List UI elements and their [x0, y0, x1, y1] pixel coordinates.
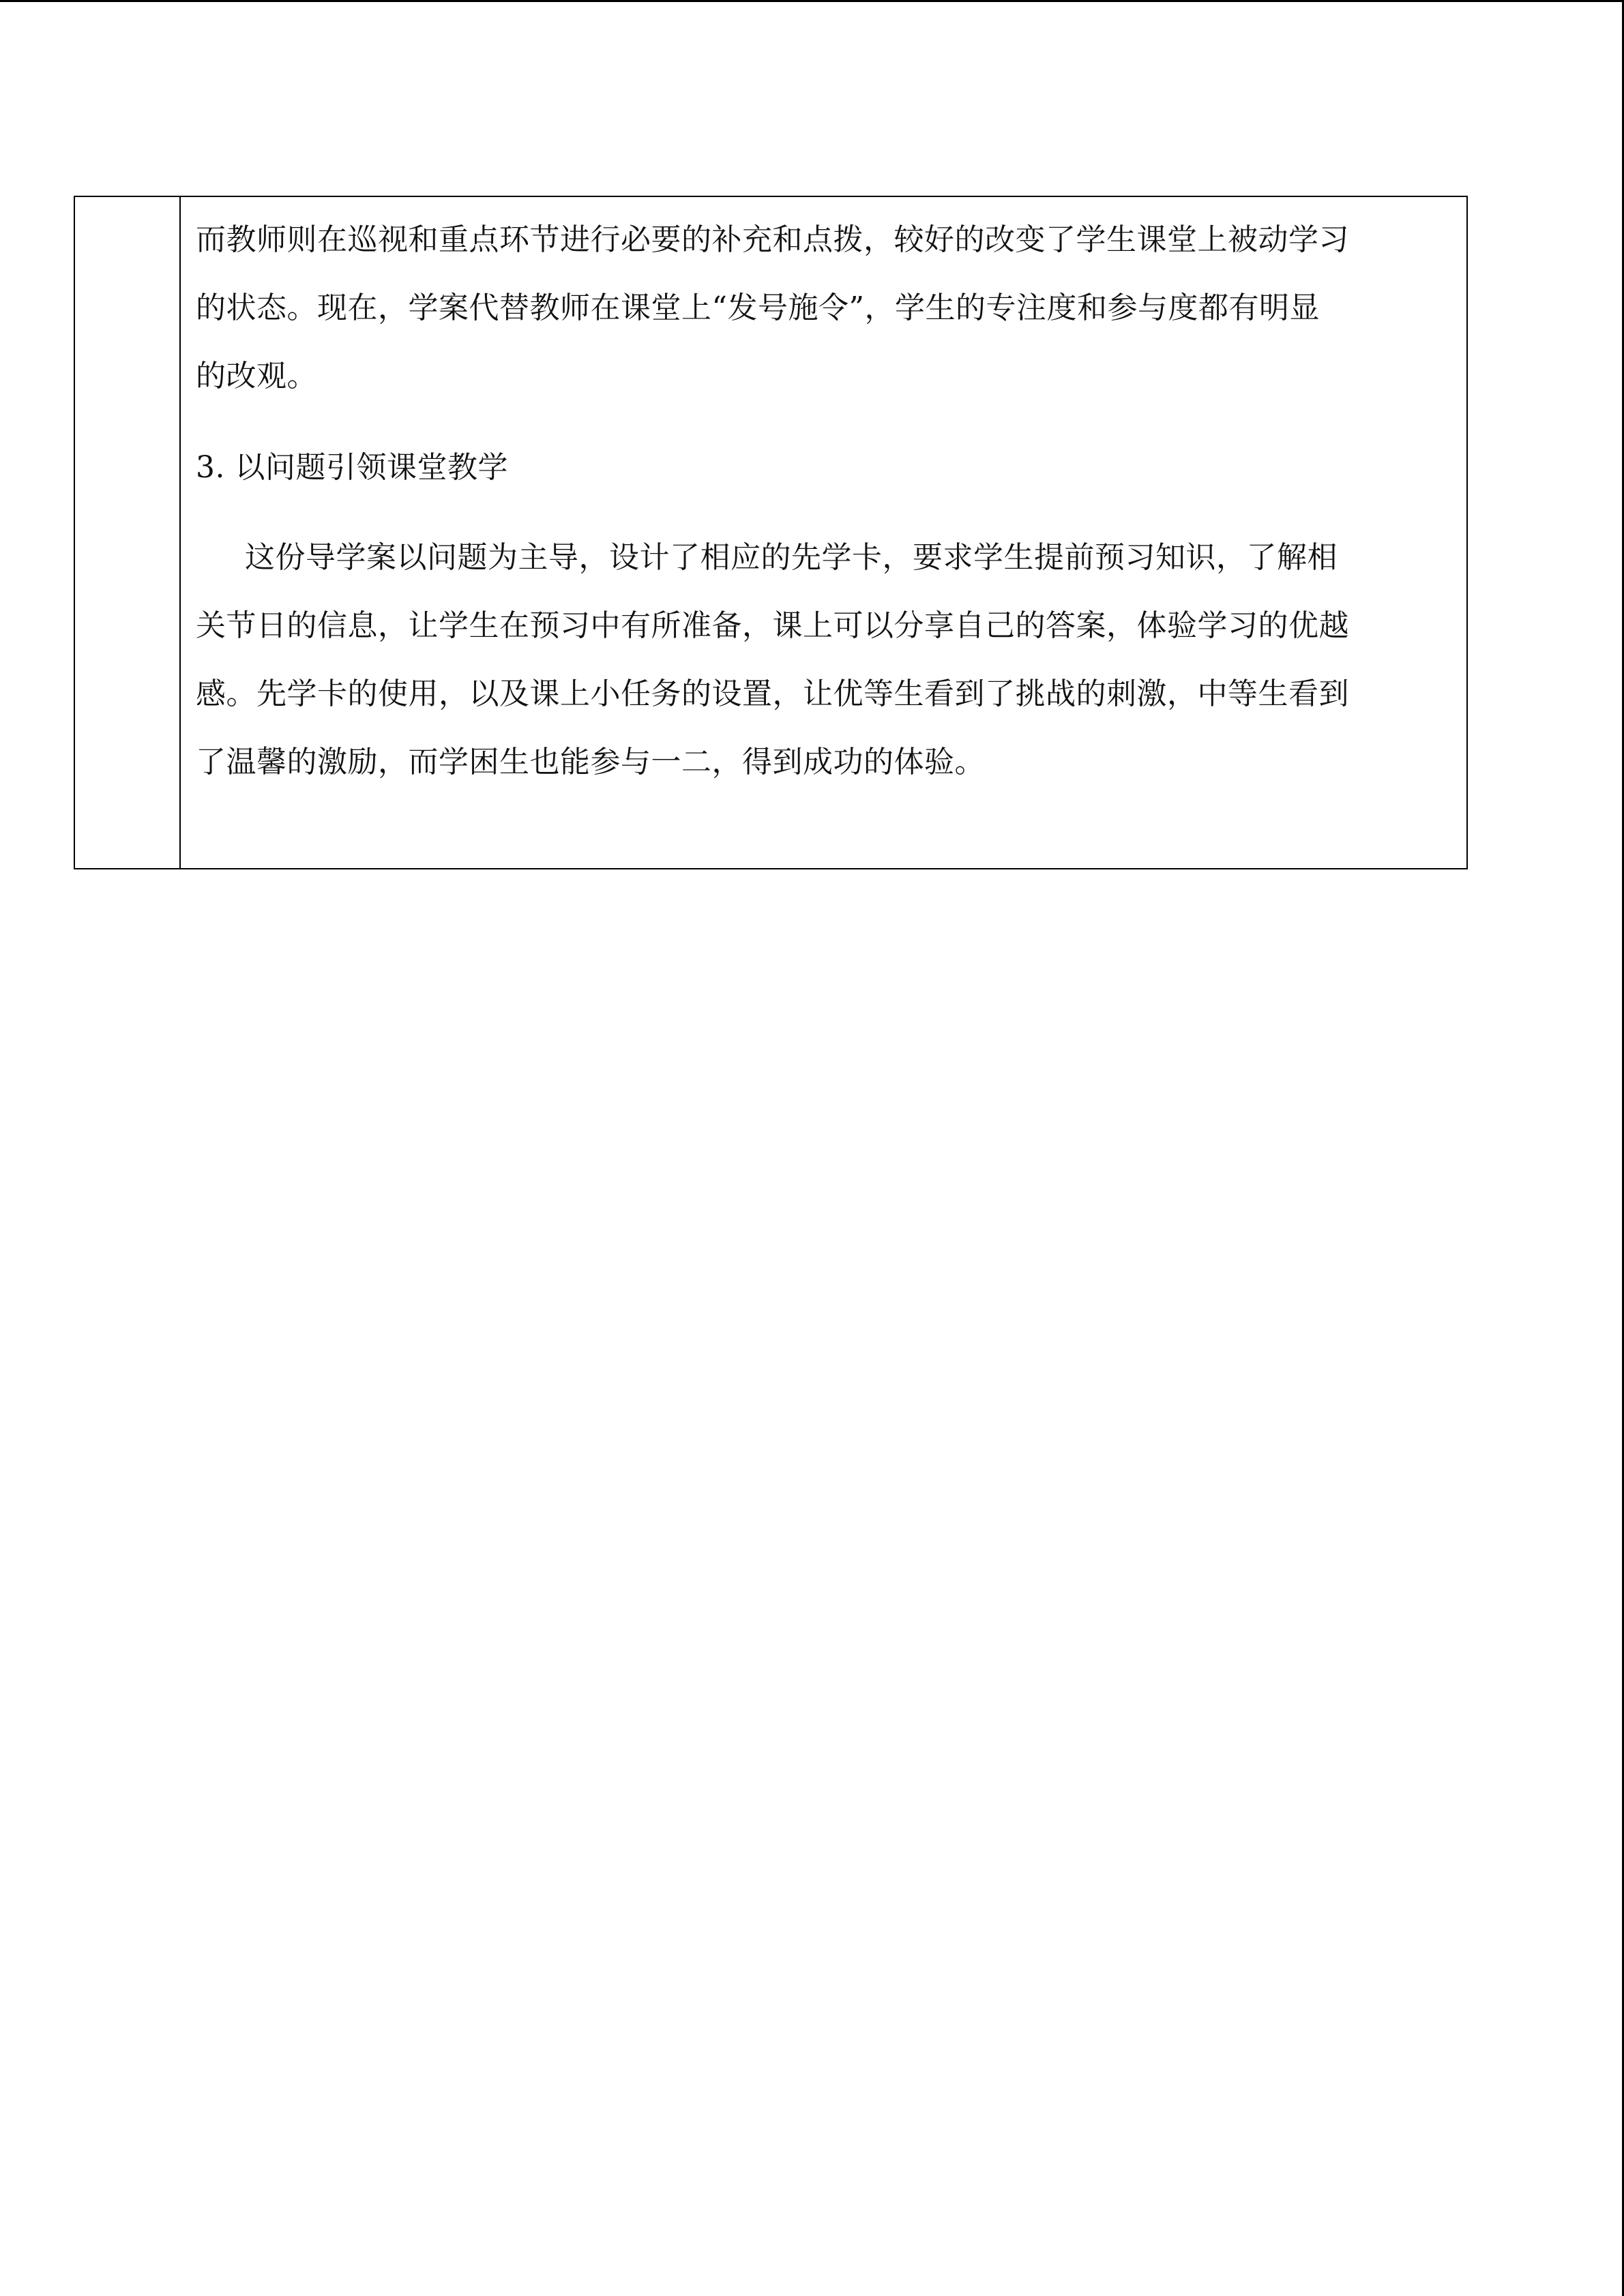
page-top-border — [0, 0, 1624, 2]
paragraph2-line3: 感。先学卡的使用，以及课上小任务的设置，让优等生看到了挑战的刺激，中等生看到 — [196, 676, 1349, 711]
paragraph1-line2: 的状态。现在，学案代替教师在课堂上“发号施令”，学生的专注度和参与度都有明显 — [196, 290, 1320, 325]
table-content-cell — [181, 197, 1466, 868]
paragraph2-line2: 关节日的信息，让学生在预习中有所准备，课上可以分享自己的答案，体验学习的优越 — [196, 608, 1349, 643]
section-heading-3: 3. 以问题引领课堂教学 — [196, 450, 508, 485]
paragraph2-line4: 了温馨的激励，而学困生也能参与一二，得到成功的体验。 — [196, 745, 985, 779]
document-table — [74, 196, 1468, 869]
paragraph1-line1: 而教师则在巡视和重点环节进行必要的补充和点拨，较好的改变了学生课堂上被动学习 — [196, 222, 1349, 257]
paragraph2-line1: 这份导学案以问题为主导，设计了相应的先学卡，要求学生提前预习知识，了解相 — [245, 540, 1338, 575]
paragraph1-line3: 的改观。 — [196, 359, 317, 393]
table-left-cell — [75, 197, 181, 868]
